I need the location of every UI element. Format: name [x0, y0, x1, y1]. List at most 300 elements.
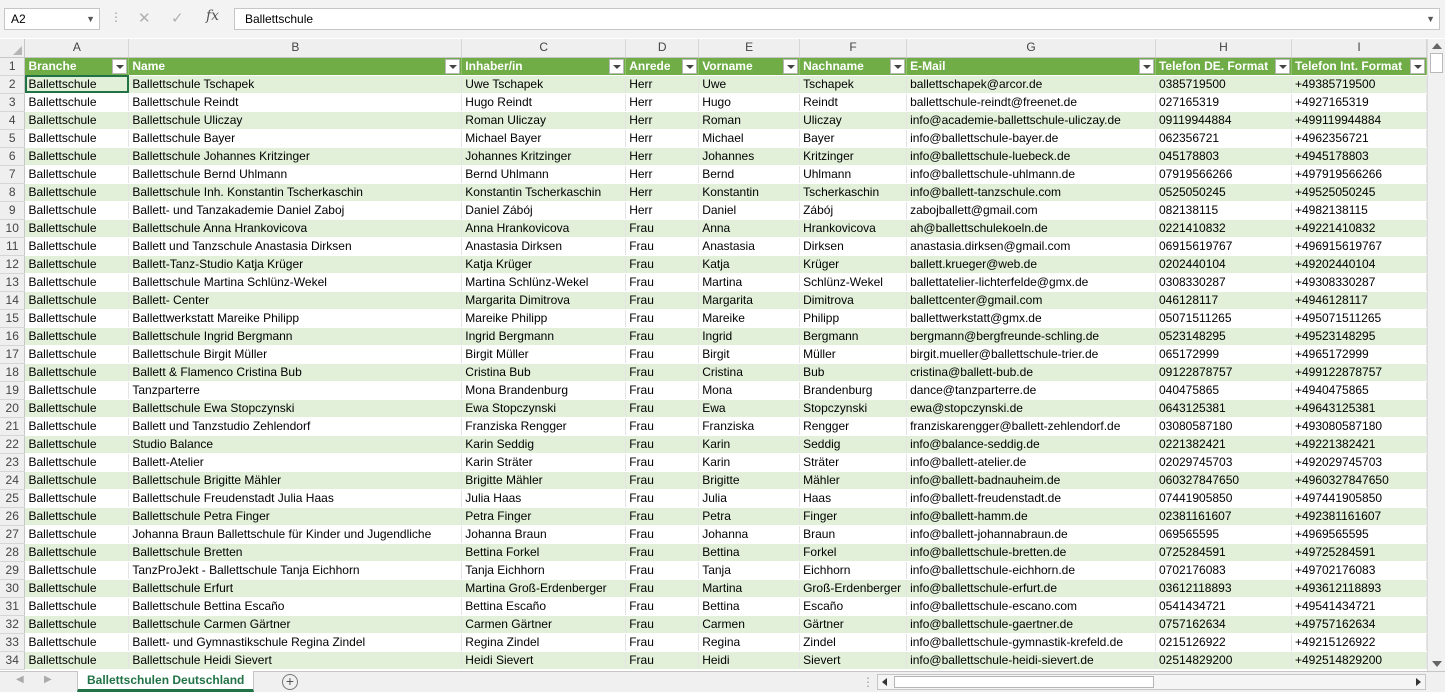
table-cell[interactable]: info@balance-seddig.de: [907, 435, 1156, 453]
table-cell[interactable]: 040475865: [1155, 381, 1291, 399]
table-cell[interactable]: info@ballettschule-erfurt.de: [907, 579, 1156, 597]
table-cell[interactable]: Bub: [800, 363, 907, 381]
table-cell[interactable]: Tanja: [699, 561, 800, 579]
table-cell[interactable]: Karin Seddig: [462, 435, 626, 453]
table-cell[interactable]: Frau: [626, 255, 699, 273]
table-cell[interactable]: 03080587180: [1155, 417, 1291, 435]
column-header-h[interactable]: H: [1155, 39, 1291, 57]
table-cell[interactable]: Sträter: [800, 453, 907, 471]
table-cell[interactable]: Roman: [699, 111, 800, 129]
table-cell[interactable]: Ballettschule Carmen Gärtner: [129, 615, 462, 633]
table-cell[interactable]: 082138115: [1155, 201, 1291, 219]
table-cell[interactable]: Eichhorn: [800, 561, 907, 579]
scroll-right-icon[interactable]: [1416, 678, 1421, 686]
table-cell[interactable]: info@ballettschule-uhlmann.de: [907, 165, 1156, 183]
table-cell[interactable]: ballettcenter@gmail.com: [907, 291, 1156, 309]
table-cell[interactable]: 0202440104: [1155, 255, 1291, 273]
table-cell[interactable]: Regina Zindel: [462, 633, 626, 651]
table-cell[interactable]: info@ballett-hamm.de: [907, 507, 1156, 525]
table-cell[interactable]: birgit.mueller@ballettschule-trier.de: [907, 345, 1156, 363]
table-cell[interactable]: Bayer: [800, 129, 907, 147]
row-header[interactable]: 2: [0, 75, 25, 93]
table-cell[interactable]: Konstantin: [699, 183, 800, 201]
table-cell[interactable]: Frau: [626, 525, 699, 543]
column-header-f[interactable]: F: [800, 39, 907, 57]
table-cell[interactable]: bergmann@bergfreunde-schling.de: [907, 327, 1156, 345]
table-cell[interactable]: info@ballett-badnauheim.de: [907, 471, 1156, 489]
table-cell[interactable]: Julia: [699, 489, 800, 507]
table-cell[interactable]: Frau: [626, 381, 699, 399]
table-cell[interactable]: Ballettschule: [25, 543, 129, 561]
table-cell[interactable]: 0525050245: [1155, 183, 1291, 201]
table-cell[interactable]: 0523148295: [1155, 327, 1291, 345]
table-cell[interactable]: Ballettschule Bettina Escaño: [129, 597, 462, 615]
table-cell[interactable]: +49221410832: [1291, 219, 1426, 237]
table-cell[interactable]: Bernd Uhlmann: [462, 165, 626, 183]
filter-dropdown-icon[interactable]: [682, 59, 697, 74]
spreadsheet-grid[interactable]: [0, 39, 1427, 671]
table-cell[interactable]: Ballettwerkstatt Mareike Philipp: [129, 309, 462, 327]
row-header[interactable]: 19: [0, 381, 25, 399]
row-header[interactable]: 22: [0, 435, 25, 453]
scroll-up-icon[interactable]: [1432, 43, 1442, 49]
table-cell[interactable]: Braun: [800, 525, 907, 543]
table-cell[interactable]: Zábój: [800, 201, 907, 219]
table-cell[interactable]: ballettatelier-lichterfelde@gmx.de: [907, 273, 1156, 291]
table-cell[interactable]: Groß-Erdenberger: [800, 579, 907, 597]
row-header[interactable]: 28: [0, 543, 25, 561]
table-cell[interactable]: info@ballettschule-heidi-sievert.de: [907, 651, 1156, 669]
table-cell[interactable]: Ballettschule: [25, 75, 129, 93]
table-cell[interactable]: Schlünz-Wekel: [800, 273, 907, 291]
table-cell[interactable]: +49643125381: [1291, 399, 1426, 417]
table-cell[interactable]: Ballettschule: [25, 525, 129, 543]
table-cell[interactable]: Franziska Rengger: [462, 417, 626, 435]
table-cell[interactable]: Anastasia: [699, 237, 800, 255]
table-cell[interactable]: +4940475865: [1291, 381, 1426, 399]
table-cell[interactable]: +49525050245: [1291, 183, 1426, 201]
table-cell[interactable]: info@ballettschule-bretten.de: [907, 543, 1156, 561]
table-cell[interactable]: 0385719500: [1155, 75, 1291, 93]
table-cell[interactable]: 0643125381: [1155, 399, 1291, 417]
table-cell[interactable]: franziskarengger@ballett-zehlendorf.de: [907, 417, 1156, 435]
table-cell[interactable]: Ballettschule: [25, 111, 129, 129]
table-cell[interactable]: Ewa: [699, 399, 800, 417]
table-cell[interactable]: Karin Sträter: [462, 453, 626, 471]
table-cell[interactable]: info@ballettschule-bayer.de: [907, 129, 1156, 147]
add-sheet-button[interactable]: +: [282, 674, 298, 690]
table-cell[interactable]: Ballettschule Inh. Konstantin Tscherkaschin: [129, 183, 462, 201]
table-cell[interactable]: Ballettschule: [25, 633, 129, 651]
table-cell[interactable]: Ballettschule: [25, 201, 129, 219]
table-cell[interactable]: Herr: [626, 183, 699, 201]
table-cell[interactable]: Ballettschule Tschapek: [129, 75, 462, 93]
table-cell[interactable]: Ballettschule Bayer: [129, 129, 462, 147]
table-cell[interactable]: Bergmann: [800, 327, 907, 345]
table-cell[interactable]: Carmen Gärtner: [462, 615, 626, 633]
table-cell[interactable]: Herr: [626, 165, 699, 183]
table-cell[interactable]: Bettina: [699, 597, 800, 615]
table-cell[interactable]: Ballettschule Heidi Sievert: [129, 651, 462, 669]
expand-formula-bar-icon[interactable]: ▼: [1426, 14, 1435, 24]
table-cell[interactable]: Bernd: [699, 165, 800, 183]
table-cell[interactable]: +49702176083: [1291, 561, 1426, 579]
table-cell[interactable]: 0725284591: [1155, 543, 1291, 561]
table-cell[interactable]: 065172999: [1155, 345, 1291, 363]
row-header[interactable]: 11: [0, 237, 25, 255]
table-cell[interactable]: Ballettschule: [25, 183, 129, 201]
table-cell[interactable]: cristina@ballett-bub.de: [907, 363, 1156, 381]
table-cell[interactable]: Kritzinger: [800, 147, 907, 165]
table-cell[interactable]: Martina Groß-Erdenberger: [462, 579, 626, 597]
name-box[interactable]: [4, 8, 100, 30]
table-cell[interactable]: Regina: [699, 633, 800, 651]
table-cell[interactable]: Ballettschule: [25, 507, 129, 525]
table-cell[interactable]: 062356721: [1155, 129, 1291, 147]
table-cell[interactable]: Ballettschule: [25, 489, 129, 507]
table-cell[interactable]: Ballett und Tanzstudio Zehlendorf: [129, 417, 462, 435]
header-cell[interactable]: [462, 57, 626, 75]
table-cell[interactable]: 045178803: [1155, 147, 1291, 165]
table-cell[interactable]: info@ballettschule-luebeck.de: [907, 147, 1156, 165]
header-cell[interactable]: [907, 57, 1156, 75]
table-cell[interactable]: Stopczynski: [800, 399, 907, 417]
table-cell[interactable]: Martina: [699, 273, 800, 291]
table-cell[interactable]: Johannes Kritzinger: [462, 147, 626, 165]
table-cell[interactable]: Sievert: [800, 651, 907, 669]
table-cell[interactable]: Brigitte Mähler: [462, 471, 626, 489]
table-cell[interactable]: +497441905850: [1291, 489, 1426, 507]
table-cell[interactable]: Frau: [626, 453, 699, 471]
row-header[interactable]: 4: [0, 111, 25, 129]
horizontal-scrollbar[interactable]: [877, 674, 1426, 690]
table-cell[interactable]: Frau: [626, 507, 699, 525]
table-cell[interactable]: Ballettschule: [25, 579, 129, 597]
table-cell[interactable]: Ballettschule: [25, 345, 129, 363]
table-cell[interactable]: 0221382421: [1155, 435, 1291, 453]
table-cell[interactable]: Frau: [626, 345, 699, 363]
table-cell[interactable]: Ballett-Atelier: [129, 453, 462, 471]
table-cell[interactable]: 05071511265: [1155, 309, 1291, 327]
row-header[interactable]: 18: [0, 363, 25, 381]
table-cell[interactable]: +493612118893: [1291, 579, 1426, 597]
row-header[interactable]: 17: [0, 345, 25, 363]
filter-dropdown-icon[interactable]: [112, 59, 127, 74]
filter-dropdown-icon[interactable]: [445, 59, 460, 74]
filter-dropdown-icon[interactable]: [783, 59, 798, 74]
table-cell[interactable]: Ballett & Flamenco Cristina Bub: [129, 363, 462, 381]
table-cell[interactable]: 09119944884: [1155, 111, 1291, 129]
table-cell[interactable]: Carmen: [699, 615, 800, 633]
formula-bar-grip-icon[interactable]: ⋮: [110, 10, 122, 24]
table-cell[interactable]: 0702176083: [1155, 561, 1291, 579]
row-header[interactable]: 1: [0, 57, 25, 75]
table-cell[interactable]: ewa@stopczynski.de: [907, 399, 1156, 417]
cancel-icon[interactable]: ✕: [138, 10, 151, 27]
table-cell[interactable]: Anastasia Dirksen: [462, 237, 626, 255]
table-cell[interactable]: Tschapek: [800, 75, 907, 93]
table-cell[interactable]: Herr: [626, 129, 699, 147]
table-cell[interactable]: Ballettschule Bernd Uhlmann: [129, 165, 462, 183]
table-cell[interactable]: Margarita: [699, 291, 800, 309]
table-cell[interactable]: Daniel Zábój: [462, 201, 626, 219]
row-header[interactable]: 12: [0, 255, 25, 273]
table-cell[interactable]: Roman Uliczay: [462, 111, 626, 129]
table-cell[interactable]: Ballettschule Freudenstadt Julia Haas: [129, 489, 462, 507]
table-cell[interactable]: Studio Balance: [129, 435, 462, 453]
filter-dropdown-icon[interactable]: [890, 59, 905, 74]
table-cell[interactable]: Gärtner: [800, 615, 907, 633]
prev-sheet-icon[interactable]: ◀: [16, 674, 24, 685]
table-cell[interactable]: +49757162634: [1291, 615, 1426, 633]
table-cell[interactable]: TanzProJekt - Ballettschule Tanja Eichhorn: [129, 561, 462, 579]
table-cell[interactable]: Frau: [626, 309, 699, 327]
table-cell[interactable]: +492381161607: [1291, 507, 1426, 525]
table-cell[interactable]: Ballettschule: [25, 435, 129, 453]
table-cell[interactable]: anastasia.dirksen@gmail.com: [907, 237, 1156, 255]
table-cell[interactable]: Birgit Müller: [462, 345, 626, 363]
row-header[interactable]: 5: [0, 129, 25, 147]
table-cell[interactable]: Bettina Forkel: [462, 543, 626, 561]
table-cell[interactable]: 0215126922: [1155, 633, 1291, 651]
table-cell[interactable]: Hugo Reindt: [462, 93, 626, 111]
table-cell[interactable]: Hrankovicova: [800, 219, 907, 237]
table-cell[interactable]: Dimitrova: [800, 291, 907, 309]
table-cell[interactable]: Uliczay: [800, 111, 907, 129]
table-cell[interactable]: Ballettschule: [25, 165, 129, 183]
table-cell[interactable]: Ballettschule: [25, 363, 129, 381]
table-cell[interactable]: Mona Brandenburg: [462, 381, 626, 399]
vertical-scrollbar[interactable]: [1427, 39, 1445, 671]
table-cell[interactable]: Uwe: [699, 75, 800, 93]
column-header-e[interactable]: E: [699, 39, 800, 57]
table-cell[interactable]: Ballettschule: [25, 327, 129, 345]
table-cell[interactable]: Frau: [626, 327, 699, 345]
header-cell[interactable]: [699, 57, 800, 75]
table-cell[interactable]: ah@ballettschulekoeln.de: [907, 219, 1156, 237]
table-cell[interactable]: +492514829200: [1291, 651, 1426, 669]
enter-icon[interactable]: ✓: [171, 10, 184, 27]
table-cell[interactable]: Escaño: [800, 597, 907, 615]
table-cell[interactable]: Rengger: [800, 417, 907, 435]
table-cell[interactable]: Bettina Escaño: [462, 597, 626, 615]
header-cell[interactable]: [25, 57, 129, 75]
table-cell[interactable]: Ballettschule: [25, 381, 129, 399]
table-cell[interactable]: 09122878757: [1155, 363, 1291, 381]
table-cell[interactable]: Cristina Bub: [462, 363, 626, 381]
sheet-tab-ballettschulen[interactable]: Ballettschulen Deutschland: [77, 671, 254, 692]
table-cell[interactable]: Ballettschule: [25, 453, 129, 471]
table-cell[interactable]: ballettschule-reindt@freenet.de: [907, 93, 1156, 111]
table-cell[interactable]: 06915619767: [1155, 237, 1291, 255]
table-cell[interactable]: +4982138115: [1291, 201, 1426, 219]
table-cell[interactable]: Johanna Braun: [462, 525, 626, 543]
table-cell[interactable]: Ballettschule: [25, 93, 129, 111]
column-header-a[interactable]: A: [25, 39, 129, 57]
table-cell[interactable]: 02514829200: [1155, 651, 1291, 669]
table-cell[interactable]: Katja Krüger: [462, 255, 626, 273]
table-cell[interactable]: Johanna Braun Ballettschule für Kinder und Jugendliche: [129, 525, 462, 543]
table-cell[interactable]: Brigitte: [699, 471, 800, 489]
table-cell[interactable]: ballett.krueger@web.de: [907, 255, 1156, 273]
table-cell[interactable]: info@ballettschule-gaertner.de: [907, 615, 1156, 633]
table-cell[interactable]: Philipp: [800, 309, 907, 327]
table-cell[interactable]: Ballettschule: [25, 309, 129, 327]
table-cell[interactable]: Ballettschule Bretten: [129, 543, 462, 561]
table-cell[interactable]: Frau: [626, 597, 699, 615]
table-cell[interactable]: Seddig: [800, 435, 907, 453]
table-cell[interactable]: Ballett- Center: [129, 291, 462, 309]
table-cell[interactable]: Tanzparterre: [129, 381, 462, 399]
table-cell[interactable]: Michael Bayer: [462, 129, 626, 147]
table-cell[interactable]: Haas: [800, 489, 907, 507]
table-cell[interactable]: +4962356721: [1291, 129, 1426, 147]
horizontal-scroll-thumb[interactable]: [894, 676, 1154, 688]
table-cell[interactable]: Ballett-Tanz-Studio Katja Krüger: [129, 255, 462, 273]
row-header[interactable]: 6: [0, 147, 25, 165]
header-cell[interactable]: [1155, 57, 1291, 75]
table-cell[interactable]: Tanja Eichhorn: [462, 561, 626, 579]
table-cell[interactable]: Frau: [626, 363, 699, 381]
table-cell[interactable]: Frau: [626, 273, 699, 291]
table-cell[interactable]: Anna: [699, 219, 800, 237]
table-cell[interactable]: Konstantin Tscherkaschin: [462, 183, 626, 201]
table-cell[interactable]: Dirksen: [800, 237, 907, 255]
filter-dropdown-icon[interactable]: [1410, 59, 1425, 74]
table-cell[interactable]: Ballettschule: [25, 597, 129, 615]
table-cell[interactable]: Herr: [626, 201, 699, 219]
table-cell[interactable]: Reindt: [800, 93, 907, 111]
table-cell[interactable]: 02029745703: [1155, 453, 1291, 471]
table-cell[interactable]: +496915619767: [1291, 237, 1426, 255]
table-cell[interactable]: Petra Finger: [462, 507, 626, 525]
table-cell[interactable]: Daniel: [699, 201, 800, 219]
table-cell[interactable]: +493080587180: [1291, 417, 1426, 435]
header-cell[interactable]: [1291, 57, 1426, 75]
row-header[interactable]: 10: [0, 219, 25, 237]
scroll-down-icon[interactable]: [1432, 661, 1442, 667]
table-cell[interactable]: Franziska: [699, 417, 800, 435]
column-header-c[interactable]: C: [462, 39, 626, 57]
table-cell[interactable]: 069565595: [1155, 525, 1291, 543]
table-cell[interactable]: Frau: [626, 615, 699, 633]
row-header[interactable]: 3: [0, 93, 25, 111]
table-cell[interactable]: info@ballettschule-eichhorn.de: [907, 561, 1156, 579]
table-cell[interactable]: +499122878757: [1291, 363, 1426, 381]
table-cell[interactable]: +49202440104: [1291, 255, 1426, 273]
table-cell[interactable]: Michael: [699, 129, 800, 147]
table-cell[interactable]: Herr: [626, 147, 699, 165]
filter-dropdown-icon[interactable]: [1139, 59, 1154, 74]
table-cell[interactable]: Frau: [626, 543, 699, 561]
row-header[interactable]: 21: [0, 417, 25, 435]
row-header[interactable]: 33: [0, 633, 25, 651]
table-cell[interactable]: 0541434721: [1155, 597, 1291, 615]
row-header[interactable]: 32: [0, 615, 25, 633]
row-header[interactable]: 30: [0, 579, 25, 597]
table-cell[interactable]: Krüger: [800, 255, 907, 273]
column-header-i[interactable]: I: [1291, 39, 1426, 57]
table-cell[interactable]: +49725284591: [1291, 543, 1426, 561]
row-header[interactable]: 9: [0, 201, 25, 219]
table-cell[interactable]: Ewa Stopczynski: [462, 399, 626, 417]
table-cell[interactable]: Martina Schlünz-Wekel: [462, 273, 626, 291]
next-sheet-icon[interactable]: ▶: [44, 674, 52, 685]
table-cell[interactable]: +4945178803: [1291, 147, 1426, 165]
table-cell[interactable]: +49308330287: [1291, 273, 1426, 291]
row-header[interactable]: 26: [0, 507, 25, 525]
table-cell[interactable]: Frau: [626, 219, 699, 237]
table-cell[interactable]: Herr: [626, 93, 699, 111]
table-cell[interactable]: +495071511265: [1291, 309, 1426, 327]
row-header[interactable]: 24: [0, 471, 25, 489]
table-cell[interactable]: Ballettschule: [25, 651, 129, 669]
row-header[interactable]: 8: [0, 183, 25, 201]
table-cell[interactable]: Finger: [800, 507, 907, 525]
table-cell[interactable]: 03612118893: [1155, 579, 1291, 597]
table-cell[interactable]: Frau: [626, 579, 699, 597]
vertical-scroll-thumb[interactable]: [1430, 53, 1443, 73]
table-cell[interactable]: 0221410832: [1155, 219, 1291, 237]
table-cell[interactable]: +4965172999: [1291, 345, 1426, 363]
column-header-d[interactable]: D: [626, 39, 699, 57]
table-cell[interactable]: Heidi Sievert: [462, 651, 626, 669]
table-cell[interactable]: Frau: [626, 435, 699, 453]
filter-dropdown-icon[interactable]: [1275, 59, 1290, 74]
table-cell[interactable]: Martina: [699, 579, 800, 597]
table-cell[interactable]: info@ballettschule-gymnastik-krefeld.de: [907, 633, 1156, 651]
row-header[interactable]: 13: [0, 273, 25, 291]
table-cell[interactable]: Ballettschule Johannes Kritzinger: [129, 147, 462, 165]
column-header-b[interactable]: B: [129, 39, 462, 57]
table-cell[interactable]: 027165319: [1155, 93, 1291, 111]
row-header[interactable]: 20: [0, 399, 25, 417]
table-cell[interactable]: Forkel: [800, 543, 907, 561]
table-cell[interactable]: Ballettschule Ewa Stopczynski: [129, 399, 462, 417]
table-cell[interactable]: Uhlmann: [800, 165, 907, 183]
table-cell[interactable]: Karin: [699, 435, 800, 453]
table-cell[interactable]: Ingrid Bergmann: [462, 327, 626, 345]
row-header[interactable]: 14: [0, 291, 25, 309]
table-cell[interactable]: Ballett- und Gymnastikschule Regina Zindel: [129, 633, 462, 651]
table-cell[interactable]: info@ballett-atelier.de: [907, 453, 1156, 471]
table-cell[interactable]: +49541434721: [1291, 597, 1426, 615]
table-cell[interactable]: Mareike Philipp: [462, 309, 626, 327]
table-cell[interactable]: Ballettschule Martina Schlünz-Wekel: [129, 273, 462, 291]
table-cell[interactable]: Katja: [699, 255, 800, 273]
table-cell[interactable]: zabojballett@gmail.com: [907, 201, 1156, 219]
table-cell[interactable]: ballettwerkstatt@gmx.de: [907, 309, 1156, 327]
table-cell[interactable]: Ballettschule Uliczay: [129, 111, 462, 129]
table-cell[interactable]: Ballett- und Tanzakademie Daniel Zaboj: [129, 201, 462, 219]
table-cell[interactable]: 060327847650: [1155, 471, 1291, 489]
name-box-dropdown-icon[interactable]: ▼: [86, 14, 95, 24]
table-cell[interactable]: Mareike: [699, 309, 800, 327]
table-cell[interactable]: Herr: [626, 111, 699, 129]
row-header[interactable]: 27: [0, 525, 25, 543]
table-cell[interactable]: Ballettschule: [25, 255, 129, 273]
row-header[interactable]: 25: [0, 489, 25, 507]
table-cell[interactable]: Ballettschule Anna Hrankovicova: [129, 219, 462, 237]
table-cell[interactable]: Ballettschule: [25, 471, 129, 489]
table-cell[interactable]: Johannes: [699, 147, 800, 165]
table-cell[interactable]: Margarita Dimitrova: [462, 291, 626, 309]
table-cell[interactable]: Uwe Tschapek: [462, 75, 626, 93]
table-cell[interactable]: dance@tanzparterre.de: [907, 381, 1156, 399]
table-cell[interactable]: +499119944884: [1291, 111, 1426, 129]
table-cell[interactable]: Müller: [800, 345, 907, 363]
table-cell[interactable]: Ballettschule Brigitte Mähler: [129, 471, 462, 489]
